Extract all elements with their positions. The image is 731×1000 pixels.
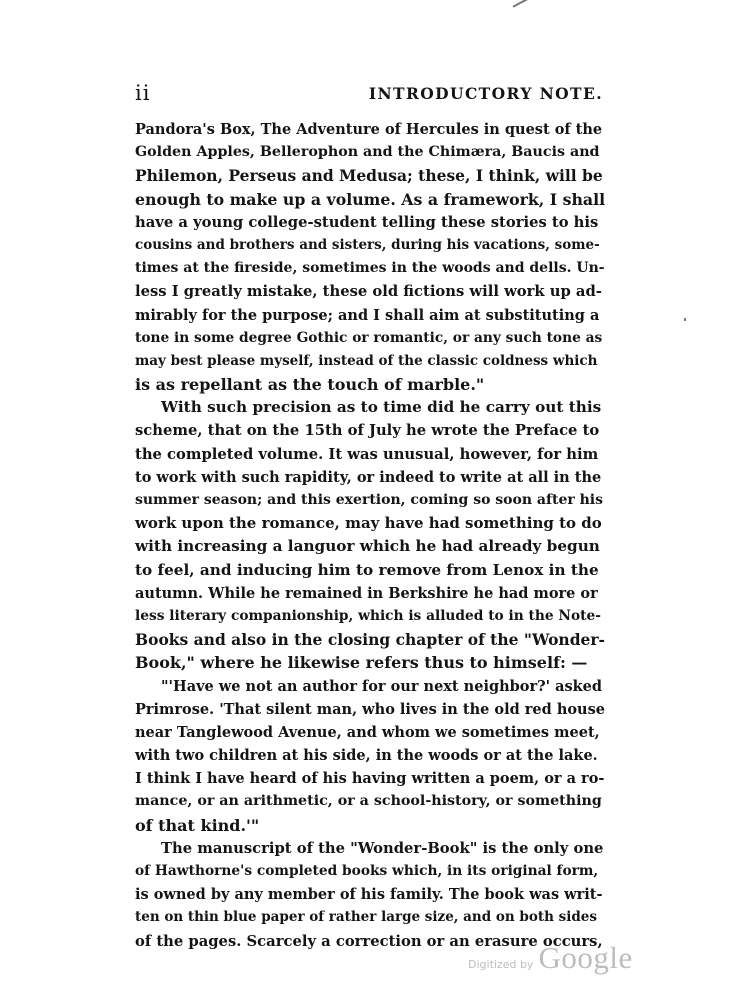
text-line: less literary companionship, which is alluded to in the Note- <box>135 607 601 624</box>
google-logo: Google <box>538 940 633 975</box>
text-line: of Hawthorne's completed books which, in its original form, <box>135 863 599 879</box>
text-line: times at the fireside, sometimes in the woods and dells. Un- <box>135 260 605 277</box>
text-line: with increasing a languor which he had already begun <box>135 537 600 556</box>
text-line: of that kind.'" <box>135 815 260 835</box>
text-line: of the pages. Scarcely a correction or an erasure occurs, <box>135 932 603 950</box>
text-line: work upon the romance, may have had something to do <box>135 514 602 533</box>
text-line: I think I have heard of his having written a poem, or a ro- <box>135 770 605 788</box>
text-line: Philemon, Perseus and Medusa; these, I think, will be <box>135 166 603 186</box>
text-line: Books and also in the closing chapter of the "Wonder- <box>135 630 605 650</box>
text-line: to feel, and inducing him to remove from Lenox in the <box>135 560 599 579</box>
running-head: INTRODUCTORY NOTE. <box>368 83 603 103</box>
text-line: mirably for the purpose; and I shall aim at substituting a <box>135 306 600 324</box>
scan-mark-top <box>513 0 528 7</box>
text-line: the completed volume. It was unusual, however, for him <box>135 445 599 463</box>
text-line: have a young college-student telling these stories to his <box>135 213 599 231</box>
text-line: scheme, that on the 15th of July he wrote the Preface to <box>135 422 600 440</box>
text-line: enough to make up a volume. As a framework, I shall <box>135 189 606 209</box>
text-line: cousins and brothers and sisters, during his vacations, some- <box>135 236 600 253</box>
text-line: Golden Apples, Bellerophon and the Chimæra, Baucis and <box>135 144 600 161</box>
scan-mark-right <box>684 318 686 321</box>
google-watermark <box>468 940 633 976</box>
text-line: ten on thin blue paper of rather large size, and on both sides <box>135 909 597 926</box>
page-number: ii <box>135 81 151 105</box>
text-line: Book," where he likewise refers thus to himself: — <box>135 653 588 673</box>
text-line: Primrose. 'That silent man, who lives in the old red house <box>135 700 605 718</box>
page-header <box>135 80 605 106</box>
text-line: summer season; and this exertion, coming so soon after his <box>135 492 604 508</box>
body-text <box>135 118 605 953</box>
text-line: to work with such rapidity, or indeed to write at all in the <box>135 468 602 486</box>
text-line: may best please myself, instead of the classic coldness which <box>135 352 598 369</box>
text-line: mance, or an arithmetic, or a school-history, or something <box>135 793 602 810</box>
paragraph-start-line: With such precision as to time did he carry out this <box>161 398 602 417</box>
paragraph-start-line: "'Have we not an author for our next neighbor?' asked <box>161 677 603 695</box>
text-line: near Tanglewood Avenue, and whom we sometimes meet, <box>135 723 600 741</box>
text-line: is as repellant as the touch of marble." <box>135 375 485 395</box>
text-line: autumn. While he remained in Berkshire he had more or <box>135 584 598 602</box>
text-line: less I greatly mistake, these old fictions will work up ad- <box>135 283 602 301</box>
text-line: tone in some degree Gothic or romantic, or any such tone as <box>135 329 603 346</box>
text-line: is owned by any member of his family. The book was writ- <box>135 886 603 904</box>
text-line: with two children at his side, in the woods or at the lake. <box>135 747 598 765</box>
text-line: Pandora's Box, The Adventure of Hercules in quest of the <box>135 121 603 138</box>
paragraph-start-line: The manuscript of the "Wonder-Book" is the only one <box>161 839 604 857</box>
watermark-prefix: Digitized by <box>468 958 534 971</box>
